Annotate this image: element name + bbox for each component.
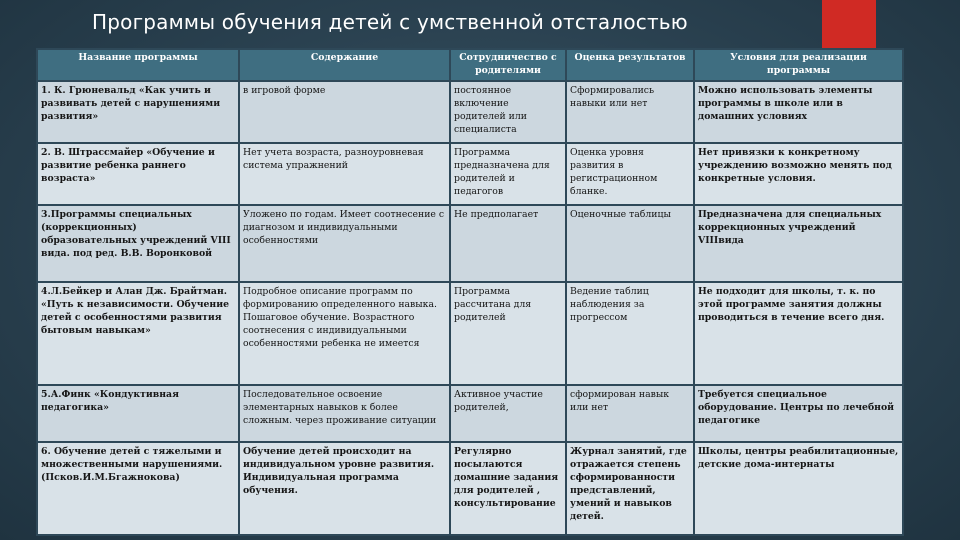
cell-parents: Не предполагает: [450, 205, 566, 282]
cell-parents: Регулярно посылаются домашние задания для родителей , консультирование: [450, 442, 566, 535]
header-program-name: Название программы: [37, 49, 239, 81]
table-row: [37, 205, 903, 282]
cell-conditions: Предназначена для специальных коррекционных учреждений VIIIвида: [694, 205, 903, 282]
cell-assessment: Оценочные таблицы: [566, 205, 694, 282]
cell-program-name: 3.Программы специальных (коррекционных) образовательных учреждений VIII вида. под ред. В.В. Воронковой: [37, 205, 239, 282]
header-conditions: Условия для реализации программы: [694, 49, 903, 81]
cell-content: Подробное описание программ по формированию определенного навыка. Пошаговое обучение. Возрастного соотнесения с индивидуальными особенностями ребенка не имеется: [239, 282, 450, 385]
cell-assessment: Журнал занятий, где отражается степень сформированности представлений, умений и навыков детей.: [566, 442, 694, 535]
cell-assessment: Сформировались навыки или нет: [566, 81, 694, 143]
cell-conditions: Можно использовать элементы программы в школе или в домашних условиях: [694, 81, 903, 143]
cell-program-name: 6. Обучение детей с тяжелыми и множественными нарушениями. (Псков.И.М.Бгажнокова): [37, 442, 239, 535]
cell-conditions: Не подходит для школы, т. к. по этой программе занятия должны проводиться в течение всего дня.: [694, 282, 903, 385]
cell-conditions: Нет привязки к конкретному учреждению возможно менять под конкретные условия.: [694, 143, 903, 206]
header-parents: Сотрудничество с родителями: [450, 49, 566, 81]
accent-block: [822, 0, 876, 48]
cell-parents: Активное участие родителей,: [450, 385, 566, 442]
header-content: Содержание: [239, 49, 450, 81]
programs-table: [36, 48, 904, 536]
cell-content: Обучение детей происходит на индивидуальном уровне развития. Индивидуальная программа обучения.: [239, 442, 450, 535]
cell-content: Последовательное освоение элементарных навыков к более сложным. через проживание ситуации: [239, 385, 450, 442]
slide-title: Программы обучения детей с умственной отсталостью: [92, 10, 688, 34]
cell-program-name: 2. В. Штрассмайер «Обучение и развитие ребенка раннего возраста»: [37, 143, 239, 206]
cell-content: в игровой форме: [239, 81, 450, 143]
table-row: [37, 81, 903, 143]
cell-conditions: Школы, центры реабилитационные, детские дома-интернаты: [694, 442, 903, 535]
cell-program-name: 5.А.Финк «Кондуктивная педагогика»: [37, 385, 239, 442]
cell-content: Нет учета возраста, разноуровневая система упражнений: [239, 143, 450, 206]
cell-conditions: Требуется специальное оборудование. Центры по лечебной педагогике: [694, 385, 903, 442]
cell-program-name: 1. К. Грюневальд «Как учить и развивать детей с нарушениями развития»: [37, 81, 239, 143]
cell-parents: Программа предназначена для родителей и педагогов: [450, 143, 566, 206]
table-row: [37, 143, 903, 206]
cell-assessment: Оценка уровня развития в регистрационном бланке.: [566, 143, 694, 206]
cell-assessment: сформирован навык или нет: [566, 385, 694, 442]
cell-parents: Программа рассчитана для родителей: [450, 282, 566, 385]
header-row: [37, 49, 903, 81]
header-assessment: Оценка результатов: [566, 49, 694, 81]
table-row: [37, 442, 903, 535]
cell-parents: постоянное включение родителей или специалиста: [450, 81, 566, 143]
cell-program-name: 4.Л.Бейкер и Алан Дж. Брайтман. «Путь к независимости. Обучение детей с особенностями развития бытовым навыкам»: [37, 282, 239, 385]
cell-assessment: Ведение таблиц наблюдения за прогрессом: [566, 282, 694, 385]
table-row: [37, 282, 903, 385]
table-row: [37, 385, 903, 442]
cell-content: Уложено по годам. Имеет соотнесение с диагнозом и индивидуальными особенностями: [239, 205, 450, 282]
